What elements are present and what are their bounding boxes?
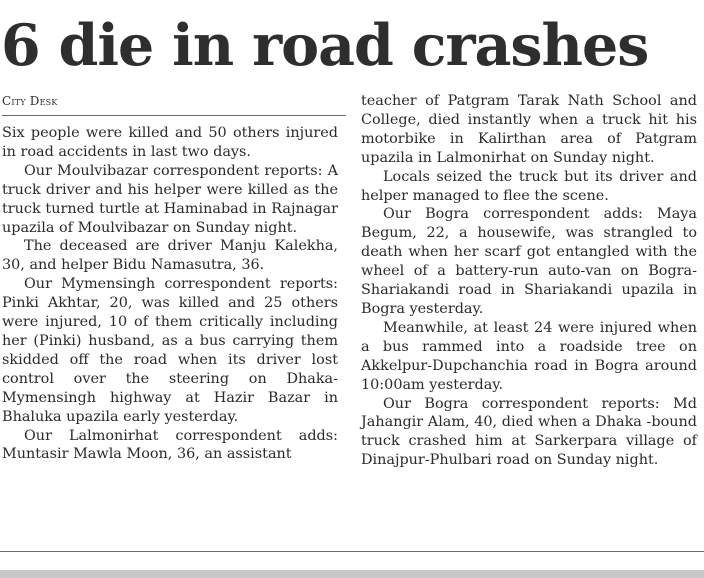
paragraph: Six people were killed and 50 others injured in road accidents in last two days. bbox=[2, 125, 338, 160]
paragraph: Locals seized the truck but its driver and helper managed to flee the scene. bbox=[361, 168, 697, 204]
bottom-band bbox=[0, 570, 704, 578]
paragraph: Our Lalmonirhat correspondent adds: Muntasir Mawla Moon, 36, an assistant bbox=[2, 427, 338, 463]
paragraph: Meanwhile, at least 24 were injured when a bus rammed into a roadside tree on Akkelpur-Dupchanchia road in Bogra around 10:00am yesterday. bbox=[361, 319, 697, 393]
article-column-left bbox=[2, 124, 338, 464]
paragraph: Our Moulvibazar correspondent reports: A truck driver and his helper were killed as the truck turned turtle at Haminabad in Rajnagar upazila of Moulvibazar on Sunday night. bbox=[2, 162, 338, 236]
bottom-rule bbox=[0, 551, 704, 552]
article-column-right bbox=[361, 92, 697, 470]
paragraph: The deceased are driver Manju Kalekha, 30, and helper Bidu Namasutra, 36. bbox=[2, 238, 338, 274]
paragraph: Our Mymensingh correspondent reports: Pinki Akhtar, 20, was killed and 25 others were injured, 10 of them critically including her (Pinki) husband, as a bus carrying them skidded off the road when its driver lost control over the steering on Dhaka-Mymensingh highway at Hazir Bazar in Bhaluka upazila early yesterday. bbox=[2, 276, 338, 425]
paragraph: Our Bogra correspondent adds: Maya Begum, 22, a housewife, was strangled to death when her scarf got entangled with the wheel of a battery-run auto-van on Bogra-Shariakandi road in Shariakandi upazila in Bogra yesterday. bbox=[361, 206, 697, 317]
headline: 6 die in road crashes bbox=[1, 12, 649, 79]
paragraph: teacher of Patgram Tarak Nath School and College, died instantly when a truck hit his motorbike in Kalirthan area of Patgram upazila in Lalmonirhat on Sunday night. bbox=[361, 93, 697, 166]
byline-rule bbox=[2, 115, 346, 116]
paragraph: Our Bogra correspondent reports: Md Jahangir Alam, 40, died when a Dhaka -bound truck crashed him at Sarkerpara village of Dinajpur-Phulbari road on Sunday night. bbox=[361, 395, 697, 469]
byline: City Desk bbox=[2, 94, 58, 108]
